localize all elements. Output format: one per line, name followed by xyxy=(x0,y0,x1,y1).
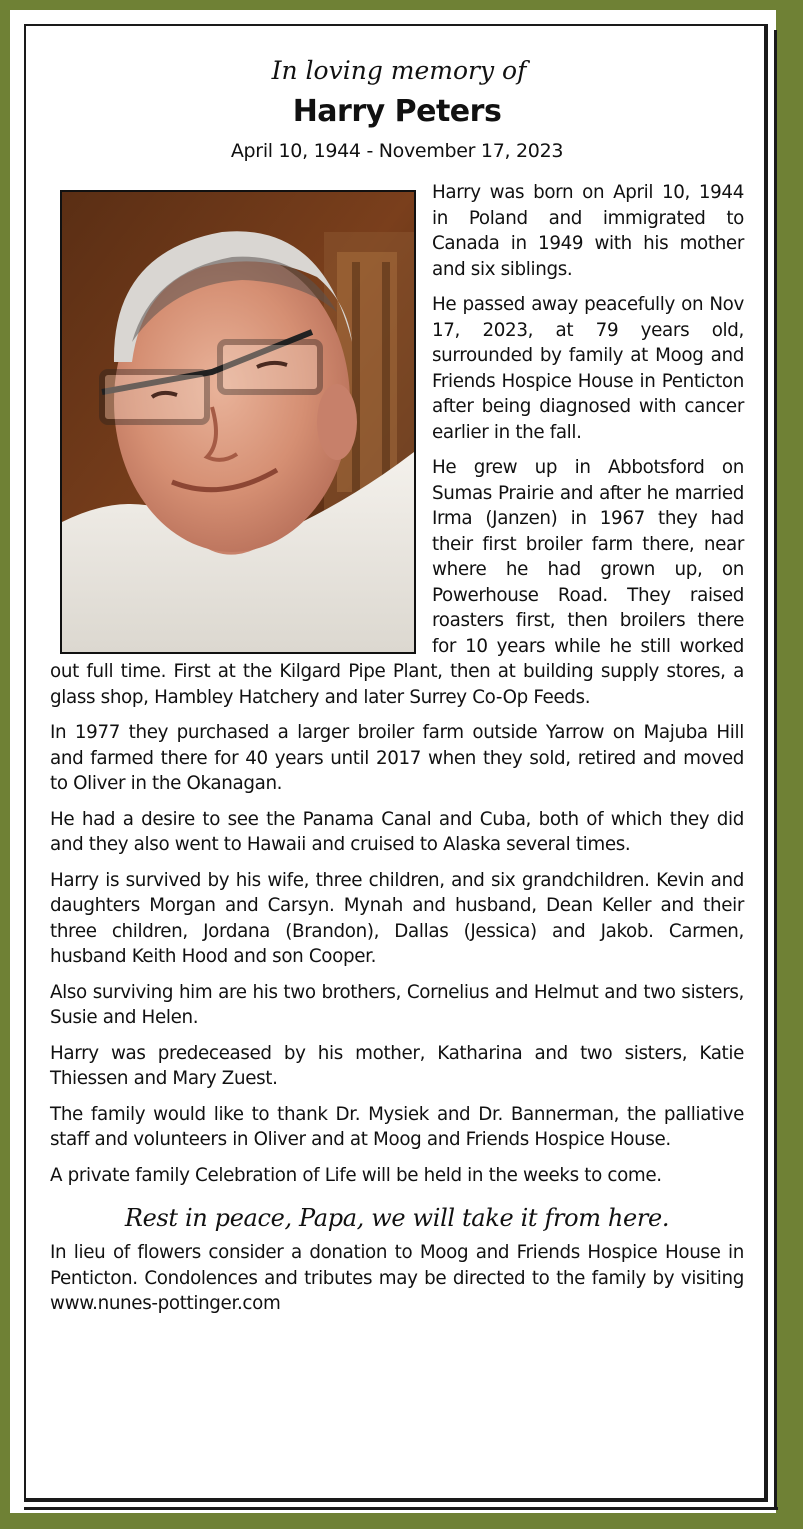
paragraph-birth: Harry was born on April 10, 1944 in Poland and immigrated to Canada in 1949 with his mother and six siblings. xyxy=(432,182,744,280)
paragraph-yarrow-farm: In 1977 they purchased a larger broiler farm outside Yarrow on Majuba Hill and farmed there for 40 years until 2017 when they sold, retired and moved to Oliver in the Okanagan. xyxy=(50,722,744,794)
paragraph-survived-by: Harry is survived by his wife, three children, and six grandchildren. Kevin and daughters Morgan and Carsyn. Mynah and husband, Dean Keller and their three children, Jordana (Brandon), Dallas (Jessica) and Jakob. Carmen, husband Keith Hood and son Cooper. xyxy=(50,869,744,967)
deceased-name: Harry Peters xyxy=(292,94,502,129)
life-dates: April 10, 1944 - November 17, 2023 xyxy=(230,140,564,162)
portrait-illustration xyxy=(62,192,414,652)
paragraph-travel: He had a desire to see the Panama Canal and Cuba, both of which they did and they also went to Hawaii and cruised to Alaska several times. xyxy=(50,808,744,855)
obituary-page xyxy=(10,10,776,1513)
paragraph-passing: He passed away peacefully on Nov 17, 2023, at 79 years old, surrounded by family at Moog and Friends Hospice House in Penticton after being diagnosed with cancer earlier in the fall. xyxy=(432,294,744,443)
paragraph-siblings: Also surviving him are his two brothers, Cornelius and Helmut and two sisters, Susie and Helen. xyxy=(50,981,744,1028)
page-border-shadow-right xyxy=(774,30,777,1510)
paragraph-early-life: He grew up in Abbotsford on Sumas Prairie and after he married Irma (Janzen) in 1967 they had their first broiler farm there, near where he had grown up, on Powerhouse Road. They raised roasters first, then broilers there for 10 years while he still worked out full time. First at the Kilgard Pipe Plant, then at building supply stores, a glass shop, Hambley Hatchery and later Surrey Co-Op Feeds. xyxy=(50,457,744,708)
paragraph-predeceased: Harry was predeceased by his mother, Katharina and two sisters, Katie Thiessen and Mary Zuest. xyxy=(50,1042,744,1089)
paragraph-thanks: The family would like to thank Dr. Mysiek and Dr. Bannerman, the palliative staff and volunteers in Oliver and at Moog and Friends Hospice House. xyxy=(50,1103,744,1150)
page-border-shadow-bottom xyxy=(24,1507,778,1510)
paragraph-donations: In lieu of flowers consider a donation to Moog and Friends Hospice House in Penticton. Condolences and tributes may be directed to the family by visiting www.nunes-pottinger.com xyxy=(50,1242,744,1314)
memory-line: In loving memory of xyxy=(271,56,527,85)
paragraph-celebration: A private family Celebration of Life will be held in the weeks to come. xyxy=(50,1164,662,1186)
portrait-photo xyxy=(60,190,416,654)
closing-line: Rest in peace, Papa, we will take it from here. xyxy=(124,1204,670,1232)
obituary-content xyxy=(50,40,744,1327)
